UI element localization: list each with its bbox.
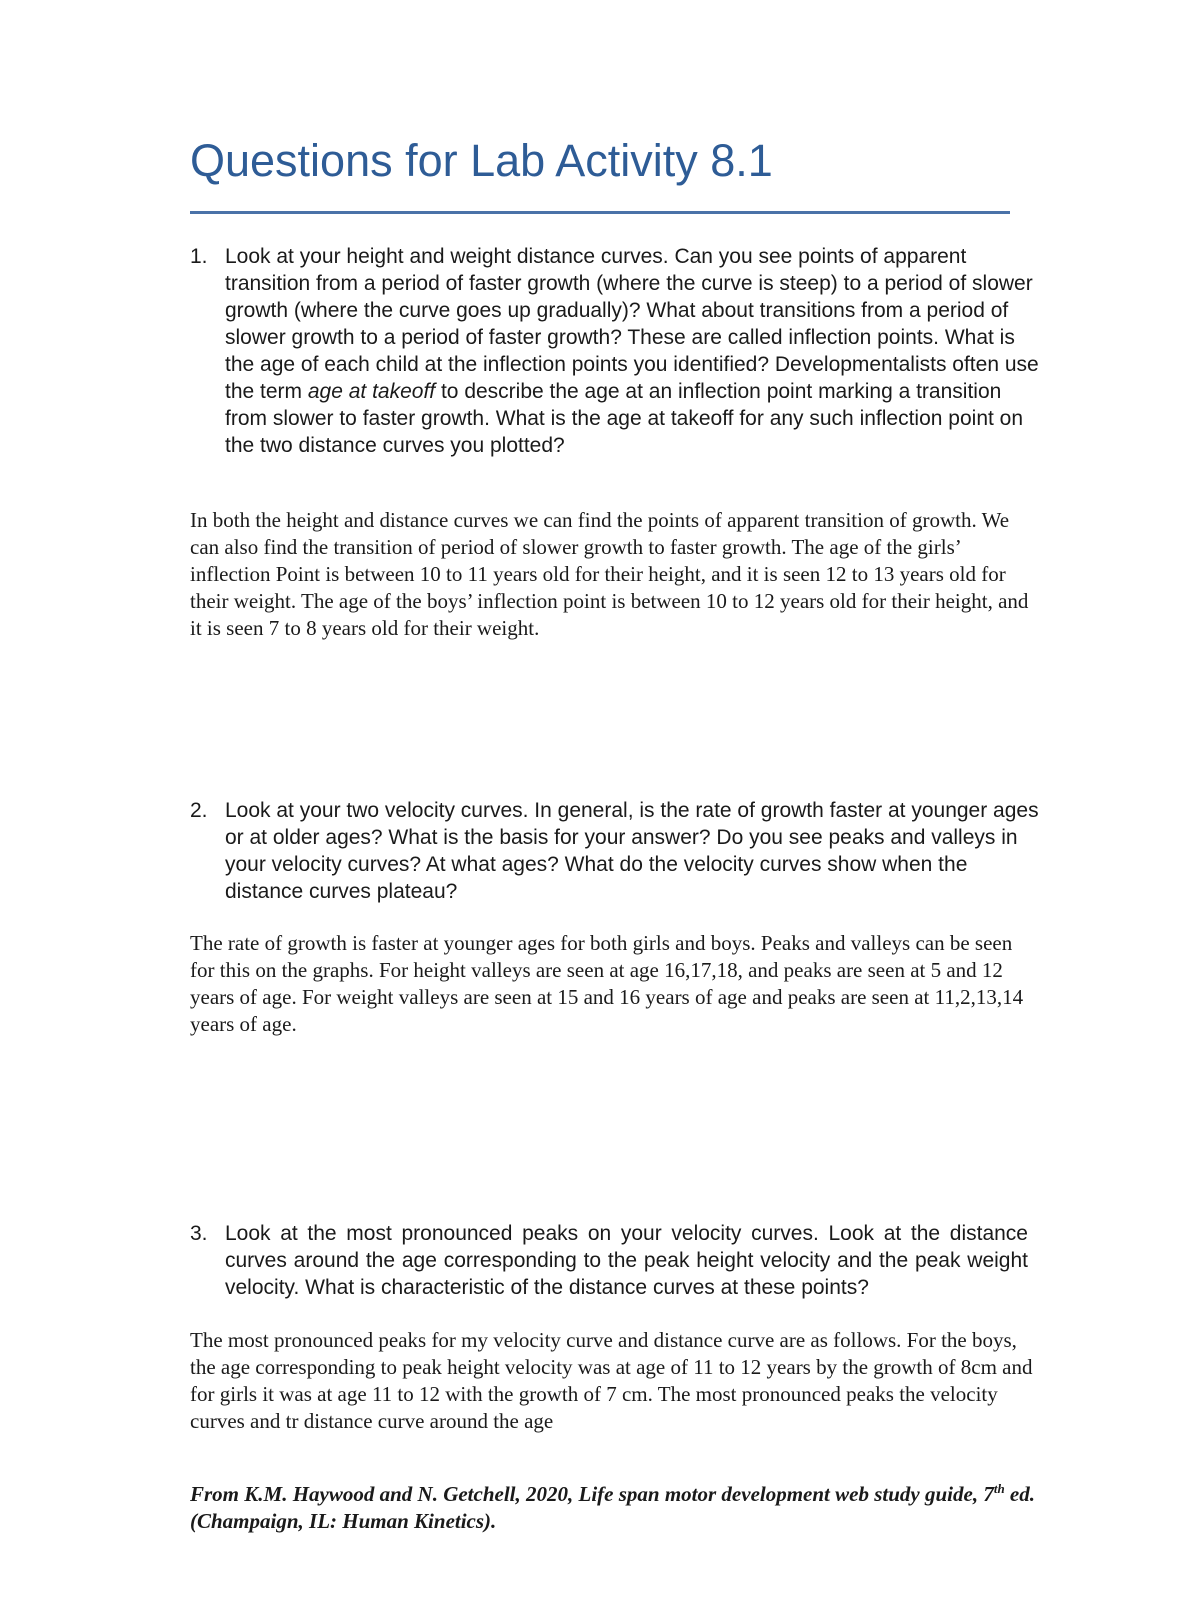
question-3 xyxy=(190,1220,1040,1301)
page-title: Questions for Lab Activity 8.1 xyxy=(190,135,773,186)
citation-superscript: th xyxy=(993,1481,1005,1496)
question-text-part: to describe the age at an inflection point marking a transition from slower to faster growth. What is the age at takeoff for any such inflection point on the two distance curves you plotted? xyxy=(225,380,1024,457)
question-emphasis: age at takeoff xyxy=(307,380,436,403)
question-1 xyxy=(190,243,1040,459)
answer-1: In both the height and distance curves we can find the points of apparent transition of growth. We can also find the transition of period of slower growth to faster growth. The age of the girls’ inflection Point is between 10 to 11 years old for their height, and it is seen 12 to 13 years old for their weight. The age of the boys’ inflection point is between 10 to 12 years old for their height, and it is seen 7 to 8 years old for their weight. xyxy=(190,508,1029,640)
question-2 xyxy=(190,797,1040,905)
question-text xyxy=(225,243,1040,459)
citation-text: ed. (Champaign, IL: Human Kinetics). xyxy=(190,1482,1035,1533)
citation-text: From K.M. Haywood and N. Getchell, 2020, Life span motor development web study guide, 7 xyxy=(190,1482,994,1506)
source-citation xyxy=(190,1481,1040,1535)
question-text: Look at the most pronounced peaks on your velocity curves. Look at the distance curves around the age corresponding to the peak height velocity and the peak weight velocity. What is characteristic of the distance curves at these points? xyxy=(225,1222,1028,1299)
question-number: 2. xyxy=(190,799,208,822)
question-text-part: Look at your height and weight distance curves. Can you see points of apparent transition from a period of faster growth (where the curve is steep) to a period of slower growth (where the curve goes up gradually)? What about transitions from a period of slower growth to a period of faster growth? These are called inflection points. What is the age of each child at the inflection points you identified? Developmentalists often use the term xyxy=(225,245,1039,403)
question-text: Look at your two velocity curves. In general, is the rate of growth faster at younger ages or at older ages? What is the basis for your answer? Do you see peaks and valleys in your velocity curves? At what ages? What do the velocity curves show when the distance curves plateau? xyxy=(225,799,1039,903)
title-underline xyxy=(190,211,1010,214)
question-number: 1. xyxy=(190,245,208,268)
answer-3: The most pronounced peaks for my velocity curve and distance curve are as follows. For the boys, the age corresponding to peak height velocity was at age of 11 to 12 years by the growth of 8cm and for girls it was at age 11 to 12 with the growth of 7 cm. The most pronounced peaks the velocity curves and tr distance curve around the age xyxy=(190,1328,1033,1433)
question-number: 3. xyxy=(190,1222,208,1245)
answer-2: The rate of growth is faster at younger ages for both girls and boys. Peaks and valleys can be seen for this on the graphs. For height valleys are seen at age 16,17,18, and peaks are seen at 5 and 12 years of age. For weight valleys are seen at 15 and 16 years of age and peaks are seen at 11,2,13,14 years of age. xyxy=(190,931,1024,1036)
